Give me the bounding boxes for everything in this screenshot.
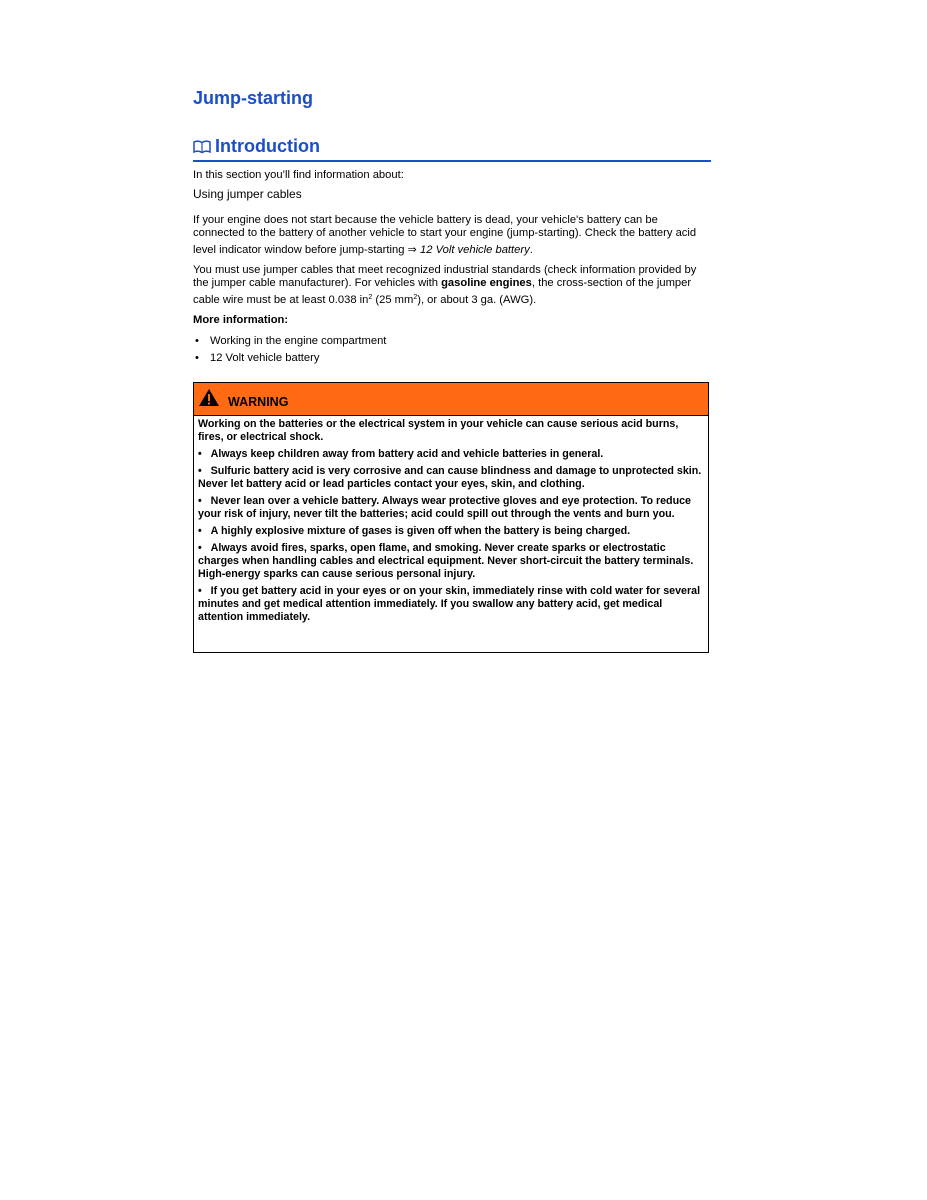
more-info-list <box>193 334 711 368</box>
more-info-label: More information: <box>193 314 289 326</box>
warning-label: WARNING <box>228 395 289 409</box>
warning-item: • Always keep children away from battery acid and vehicle batteries in general. <box>198 448 604 460</box>
topic-link[interactable]: Using jumper cables <box>193 187 302 201</box>
warning-item: • Never lean over a vehicle battery. Always wear protective gloves and eye protection. To reduce your risk of injury, never tilt the batteries; acid could spill out through the vents and burn you. <box>198 494 691 520</box>
warning-triangle-icon <box>198 388 220 412</box>
book-icon <box>193 138 211 159</box>
warning-item: • If you get battery acid in your eyes or on your skin, immediately rinse with cold water for several minutes and get medical attention immediately. If you swallow any battery acid, get medical attention immediately. <box>198 584 701 624</box>
section-title: Introduction <box>215 136 320 156</box>
section-heading <box>193 136 711 162</box>
page-heading: Jump-starting <box>193 88 314 108</box>
battery-reference-link[interactable]: 12 Volt vehicle battery <box>420 243 530 256</box>
warning-header <box>194 383 708 416</box>
list-item[interactable]: • 12 Volt vehicle battery <box>195 352 320 364</box>
paragraph-jumper-cables: You must use jumper cables that meet recognized industrial standards (check information provided by the jumper cable manufacturer). For vehicles with gasoline engines, the cross-section of the jumper cable wire must be at least 0.038 $in^2$ (25 $mm^2$), or about 3 ga. (AWG). <box>193 264 697 306</box>
warning-item: • Sulfuric battery acid is very corrosive and can cause blindness and damage to unprotected skin. Never let battery acid or lead particles contact your eyes, skin, and clothing. <box>198 464 702 490</box>
warning-intro: Working on the batteries or the electrical system in your vehicle can cause serious acid burns, fires, or electrical shock. <box>198 418 679 444</box>
list-item[interactable]: • Working in the engine compartment <box>195 335 387 347</box>
warning-body <box>194 416 708 624</box>
intro-line: In this section you’ll find information about: <box>193 169 404 181</box>
warning-item: • Always avoid fires, sparks, open flame, and smoking. Never create sparks or electrostatic charges when handling cables and electrical equipment. Never short-circuit the battery terminals. High-energy sparks can cause serious personal injury. <box>198 541 694 580</box>
warning-box <box>193 382 709 653</box>
paragraph-jump-start: If your engine does not start because the vehicle battery is dead, your vehicle's battery can be connected to the battery of another vehicle to start your engine (jump-starting). Check the battery acid level indicator window before jump-starting ⇒ 12 Volt vehicle battery. <box>193 214 697 256</box>
warning-item: • A highly explosive mixture of gases is given off when the battery is being charged. <box>198 524 631 537</box>
